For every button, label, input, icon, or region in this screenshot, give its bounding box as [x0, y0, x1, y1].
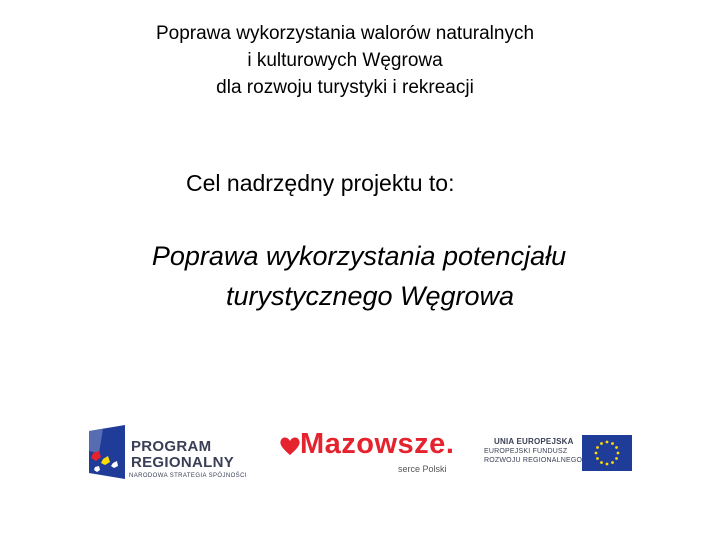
eu-star-icon — [596, 457, 599, 460]
section-subtitle: Cel nadrzędny projektu to: — [186, 170, 455, 196]
eu-star-icon — [615, 446, 618, 449]
logo-bar — [0, 415, 720, 485]
program-line-2: REGIONALNY — [131, 454, 235, 471]
mazowsze-logo — [278, 430, 458, 480]
eu-star-icon — [611, 461, 614, 464]
eu-star-icon — [606, 463, 609, 466]
program-regionalny-icon — [85, 423, 129, 483]
eu-line-1: UNIA EUROPEJSKA — [494, 437, 574, 446]
program-line-1: PROGRAM — [131, 438, 212, 455]
eu-star-icon — [600, 442, 603, 445]
eu-star-icon — [596, 446, 599, 449]
eu-star-icon — [606, 441, 609, 444]
document-title — [0, 20, 690, 101]
title-line-3: dla rozwoju turystyki i rekreacji — [216, 77, 474, 98]
eu-logo — [484, 435, 644, 475]
eu-flag-icon — [582, 435, 632, 471]
eu-line-3: ROZWOJU REGIONALNEGO — [484, 457, 583, 464]
eu-star-icon — [600, 461, 603, 464]
heart-icon — [278, 434, 302, 458]
program-line-3: NARODOWA STRATEGIA SPÓJNOŚCI — [129, 473, 247, 479]
project-goal — [0, 236, 720, 316]
eu-star-icon — [617, 452, 620, 455]
eu-star-icon — [595, 452, 598, 455]
title-line-2: i kulturowych Węgrowa — [247, 50, 443, 71]
eu-line-2: EUROPEJSKI FUNDUSZ — [484, 448, 568, 455]
eu-star-icon — [611, 442, 614, 445]
program-regionalny-logo — [85, 423, 255, 485]
title-line-1: Poprawa wykorzystania walorów naturalnych — [155, 23, 535, 44]
eu-star-icon — [615, 457, 618, 460]
mazowsze-tagline: serce Polski — [398, 464, 447, 474]
mazowsze-wordmark: Mazowsze. — [300, 428, 455, 460]
goal-line-1: Poprawa wykorzystania potencjału — [151, 241, 567, 271]
goal-line-2: turystycznego Węgrowa — [225, 281, 515, 311]
